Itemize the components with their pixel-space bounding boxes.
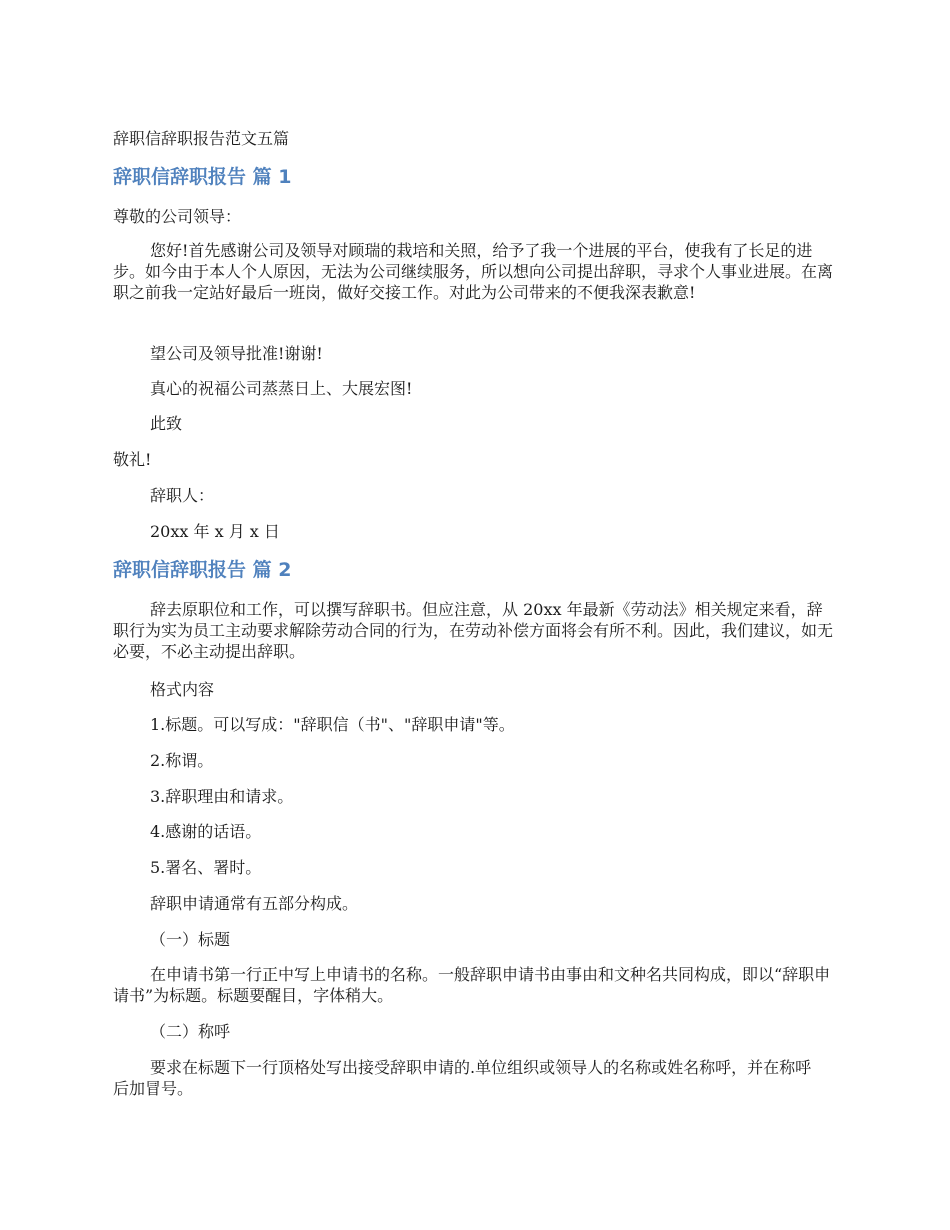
closing-line-2: 敬礼! xyxy=(113,450,152,469)
part-2-body: 要求在标题下一行顶格处写出接受辞职申请的.单位组织或领导人的名称或姓名称呼，并在称呼后加冒号。 xyxy=(113,1058,812,1098)
format-item-4: 4.感谢的话语。 xyxy=(150,822,262,841)
format-item-2: 2.称谓。 xyxy=(150,751,214,770)
letter-body: 您好!首先感谢公司及领导对顾瑞的栽培和关照，给予了我一个进展的平台，使我有了长足的进步。如今由于本人个人原因，无法为公司继续服务，所以想向公司提出辞职，寻求个人事业进展。在离职之前我一定站好最后一班岗，做好交接工作。对此为公司带来的不便我深表歉意! xyxy=(113,241,834,302)
section-2-intro: 辞去原职位和工作，可以撰写辞职书。但应注意，从 20xx 年最新《劳动法》相关规定来看，辞职行为实为员工主动要求解除劳动合同的行为，在劳动补偿方面将会有所不利。因此，我们建议，如无必要，不必主动提出辞职。 xyxy=(113,600,834,661)
closing-line-1: 此致 xyxy=(150,414,183,433)
parts-intro: 辞职申请通常有五部分构成。 xyxy=(150,894,359,913)
part-2-title: （二）称呼 xyxy=(150,1022,231,1041)
format-item-3: 3.辞职理由和请求。 xyxy=(150,787,294,806)
section-2-heading: 辞职信辞职报告 篇 2 xyxy=(113,559,292,581)
section-1-heading: 辞职信辞职报告 篇 1 xyxy=(113,166,292,188)
wishes: 真心的祝福公司蒸蒸日上、大展宏图! xyxy=(150,379,413,398)
part-1-body: 在申请书第一行正中写上申请书的名称。一般辞职申请书由事由和文种名共同构成，即以“辞职申请书”为标题。标题要醒目，字体稍大。 xyxy=(113,965,831,1005)
letter-date: 20xx 年 x 月 x 日 xyxy=(150,522,280,541)
document-title: 辞职信辞职报告范文五篇 xyxy=(113,129,290,148)
format-label: 格式内容 xyxy=(150,680,215,699)
part-1-title: （一）标题 xyxy=(150,930,231,949)
format-item-1: 1.标题。可以写成："辞职信（书"、"辞职申请"等。 xyxy=(150,715,515,734)
salutation: 尊敬的公司领导： xyxy=(113,207,242,226)
format-item-5: 5.署名、署时。 xyxy=(150,858,262,877)
signer-label: 辞职人： xyxy=(150,486,215,505)
approval-request: 望公司及领导批准!谢谢! xyxy=(150,344,323,363)
